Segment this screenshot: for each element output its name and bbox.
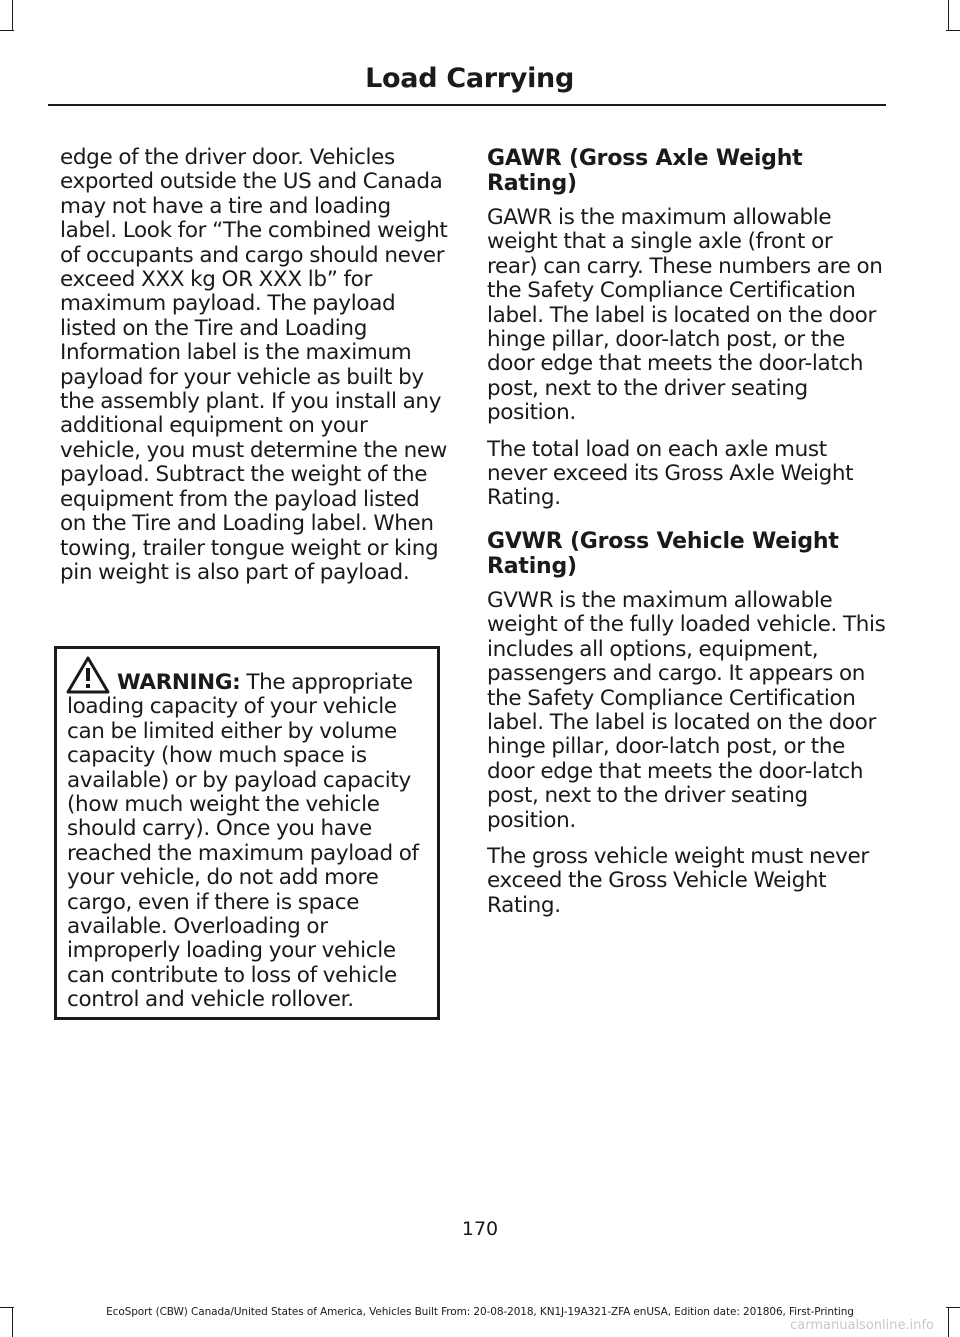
left-column: [60, 146, 450, 585]
crop-mark-top-right-h: [946, 30, 960, 31]
warning-body: The appropriate loading capacity of your vehicle can be limited either by volume capacity (how much space is available) or by payload capacity (how much weight the vehicle should carry). Once you have reached the maximum payload of your vehicle, do not add more cargo, even if there is space available. Overloading or improperly loading your vehicle can contribute to loss of vehicle control and vehicle rollover.: [67, 670, 419, 1013]
warning-triangle-icon: [65, 655, 111, 695]
gvwr-paragraph-2: The gross vehicle weight must never exceed the Gross Vehicle Weight Rating.: [487, 843, 869, 918]
page-number: 170: [461, 1218, 499, 1240]
warning-text: [67, 671, 429, 1013]
gawr-heading: GAWR (Gross Axle Weight Rating): [487, 146, 803, 196]
footer-edition-info: EcoSport (CBW) Canada/United States of America, Vehicles Built From: 20-08-2018, KN1J-19A321-ZFA enUSA, Edition date: 201806, First-Printing: [106, 1306, 854, 1318]
crop-mark-top-left-h: [0, 30, 14, 31]
intro-paragraph: edge of the driver door. Vehicles exported outside the US and Canada may not have a tire and loading label. Look for “The combined weight of occupants and cargo should never exceed XXX kg OR XXX lb” for maximum payload. The payload listed on the Tire and Loading Information label is the maximum payload for your vehicle as built by the assembly plant. If you install any additional equipment on your vehicle, you must determine the new payload. Subtract the weight of the equipment from the payload listed on the Tire and Loading label. When towing, trailer tongue weight or king pin weight is also part of payload.: [60, 145, 448, 585]
gawr-paragraph-1: GAWR is the maximum allowable weight that a single axle (front or rear) can carry. These numbers are on the Safety Compliance Certification label. The label is located on the door hinge pillar, door-latch post, or the door edge that meets the door-latch post, next to the driver seating position.: [487, 205, 883, 426]
warning-box: [54, 646, 440, 1020]
gvwr-heading: GVWR (Gross Vehicle Weight Rating): [487, 528, 839, 579]
right-column: [487, 146, 887, 930]
gawr-paragraph-2: The total load on each axle must never exceed its Gross Axle Weight Rating.: [487, 436, 854, 511]
warning-label: WARNING:: [117, 670, 241, 695]
crop-mark-top-left: [12, 0, 13, 30]
section-title: Load Carrying: [365, 63, 574, 94]
header-rule: [48, 104, 886, 106]
crop-mark-top-right: [948, 0, 949, 30]
watermark: carmanualsonline.info: [790, 1318, 934, 1333]
gvwr-paragraph-1: GVWR is the maximum allowable weight of the fully loaded vehicle. This includes all options, equipment, passengers and cargo. It appears on the Safety Compliance Certification label. The label is located on the door hinge pillar, door-latch post, or the door edge that meets the door-latch post, next to the driver seating position.: [487, 587, 886, 833]
